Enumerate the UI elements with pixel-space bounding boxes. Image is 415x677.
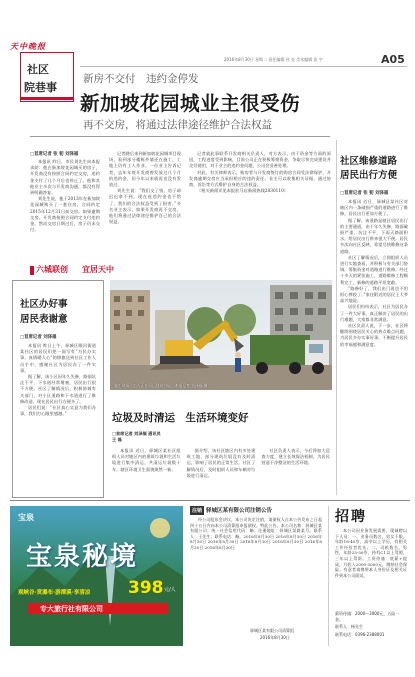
recruit-box	[328, 506, 408, 646]
ad-tagline: 专大旅行社有限公司	[40, 605, 103, 613]
ad-tagline-bar	[28, 603, 168, 614]
good-story-box	[12, 280, 104, 498]
section-badge-accent	[21, 97, 73, 100]
page-number: A05	[381, 53, 405, 66]
landscape-illustration	[10, 506, 183, 646]
right-story-paragraph: 居民们纷纷表示，社区为居民办了一件大好事，真正解决了居民的出行难题，大家都非常满意。	[340, 304, 408, 322]
travel-ad[interactable]	[10, 506, 183, 646]
right-story-paragraph: 本报讯 近日，驿城区某社区对辖区内一条破损严重的道路进行了维修，居民出行更加方便了。	[340, 199, 408, 217]
ad-brand: 宝泉	[18, 513, 34, 522]
lead-paragraph: 本报讯 昨日，市民刘先生向本报求助：他在新加坡花园城买的房子，开发商没有按照合同约定交房，违约金支付了几个月后也停止了。他和其他业主多次与开发商沟通，都没有得到明确答复。	[30, 159, 100, 196]
recruit-phone: 联系电话：0396-2388001	[335, 632, 385, 637]
good-story-paragraph: 据了解，该小区因年久失修，路面坑洼不平，下水道经常堵塞，居民出行很不方便。社区了解情况后，积极协调有关部门，对小区道路和下水道进行了维修改造，现在居民出行方便多了。	[20, 374, 96, 404]
lead-kicker: 新房不交付 违约金停发	[83, 73, 199, 85]
ad-features: 观峡谷·赏瀑布·游潭溪·享清凉	[18, 590, 91, 596]
trash-story-byline: □首席记者 刘泽福 通讯员 王 磊	[112, 431, 161, 442]
right-story-paragraph: 社区负责人说，下一步，社区将继续围绕居民关心的热点难点问题，为居民多办实事好事，不断提升居民的幸福感和满意度。	[340, 323, 408, 347]
ad-price-unit: 元/人	[164, 587, 176, 593]
right-story-byline: □首席记者 张 韧 刘泽福	[340, 191, 389, 196]
lead-headline: 新加坡花园城业主很受伤	[80, 92, 301, 115]
notice-title: 驿城区某有限公司注销公告	[206, 508, 273, 514]
construction-site-image	[110, 280, 332, 390]
recruit-salary: 薪资待遇：2000—3000元，五险一金。	[335, 611, 400, 622]
good-story-byline: □首席记者 刘泽福	[20, 335, 57, 340]
good-story-paragraph: 居民们说：“社区真心实意为我们办事，我们打心眼里感激。”	[20, 405, 96, 417]
lead-body-col-1	[30, 159, 100, 261]
good-story-title-line-2: 居民表谢意	[20, 314, 68, 325]
column-banner-label-2: 宜居天中	[82, 265, 114, 274]
right-story-title-line-1: 社区维修道路	[340, 156, 398, 167]
lead-subhead: 再不交房，将通过法律途径维护合法权益	[83, 119, 272, 131]
trash-story-title: 垃圾及时清运 生活环境变好	[112, 412, 249, 424]
date-line: 2016年8月30日 星期二 责任编辑 孙 亮 美术编辑 张 宇	[224, 57, 323, 62]
section-name-line-2: 院巷事	[24, 81, 57, 94]
lead-paragraph: 刘先生说，他于2013年在新加坡花园城购买了一套住房，合同约定2015年12月31日前交房。如果逾期交房，开发商按照合同约定支付违约金。然而交房日期过后，房子仍未交付。	[30, 196, 100, 233]
good-story-paragraph: 本报讯 昨日上午，驿城区顺河街道某社区的居民们把一面写有“为民办实事，真情暖人心”的锦旗送到社区工作人员手中，感谢社区为居民办了一件实事。	[20, 343, 96, 373]
good-story-title-line-1: 社区办好事	[20, 299, 68, 310]
masthead	[0, 0, 415, 100]
lead-byline: □首席记者 张 韧 刘泽福	[30, 152, 79, 157]
lead-rule	[30, 136, 330, 137]
section-badge	[20, 52, 74, 102]
right-story-body	[340, 199, 408, 495]
notice-label: 注销	[192, 508, 203, 514]
right-story-paragraph: 社区了解情况后，立即组织人员进行实地查看，并积极与有关部门协调，筹集资金对道路进行维修。经过十多天的紧张施工，道路维修工程顺利完工，新修的道路平坦宽敞。	[340, 254, 408, 285]
recruit-title: 招聘	[335, 509, 367, 525]
notice-header	[190, 506, 322, 516]
recruit-contact: 联系人：杨先生	[335, 624, 363, 629]
notice-footer-date: 2016年8月30日	[260, 635, 290, 640]
trash-story-paragraph: 本报讯 近日，驿城区某社区组织人员对辖区内的建筑垃圾和生活垃圾进行集中清运，共清运垃圾数十车，辖区环境卫生面貌焕然一新。	[112, 448, 181, 472]
ad-price-number: 398	[128, 578, 164, 598]
lead-paragraph: （相关新闻详见本报驻马店新闻热线2830110）	[197, 188, 289, 194]
bottom-section-rule	[10, 500, 410, 501]
section-name-line-1: 社区	[27, 63, 49, 76]
right-story-title-line-2: 居民出行方便	[340, 170, 398, 181]
right-column-divider	[336, 140, 337, 495]
column-banner	[30, 263, 330, 277]
right-story-paragraph: “路修好了，我们出门再也不用担心摔跤了。”家住附近的居民王大爷高兴地说。	[340, 285, 408, 304]
lead-paragraph: 刘先生说：“我们交了钱，房子却迟迟拿不到，现在连违约金也不给了，我们的合法权益受到了损害。”多名业主表示，如果开发商再不交房，他们将通过法律途径维护自己的合法权益。	[109, 188, 181, 225]
trash-story-paragraph: 社区负责人表示，今后将加大巡查力度，建立长效保洁机制，为居民营造干净整洁的生活环境。	[261, 448, 330, 466]
good-story-body	[20, 343, 96, 491]
lead-paragraph: 记者随后来到新加坡花园城项目现场，看到部分楼栋外墙还在施工，工地上仍有工人作业。一位业主告诉记者，去年年底开发商曾发放过几个月的违约金，但今年以来就再也没有发放过。	[109, 151, 181, 188]
ad-title: 宝泉秘境	[26, 542, 139, 572]
right-story-paragraph: 据了解，该道路是辖区居民出行的主要通道，由于年久失修，路面破损严重，坑洼不平，下雨天路面积水，给居民出行带来很大不便。居民多次向社区反映，希望尽快维修这条道路。	[340, 217, 408, 254]
notice-box	[190, 506, 322, 646]
recruit-body: 本公司因业务发展需要，现诚聘以下人员：一、业务员数名，男女不限，年龄18-45岁，高中以上学历，有相关工作经验者优先。二、司机数名，男性，年龄25-50岁，持有C1以上驾照，三年以上驾龄。工资待遇：底薪+提成，月收入2000-3000元，缴纳社会保险。有意者请携带本人身份证及相关证件到本公司面试。	[335, 528, 407, 578]
trash-story-paragraph: 据介绍，该社区辖区内有多处建筑工地，部分建筑垃圾没有及时清运，影响了居民的正常生活。社区了解情况后，及时组织人员和车辆对垃圾进行清运。	[186, 448, 256, 478]
header-rule	[80, 66, 407, 67]
photo-caption: 施工现场，工人正在清运建筑垃圾。本报记者 刘泽福 摄	[114, 383, 208, 388]
lead-paragraph: 记者就此事联系开发商相关负责人，对方表示，由于资金等方面的原因，工程进度受到影响，目前公司正在积极筹措资金，争取尽快完成建设并交付使用，对于业主的违约金问题，公司会妥善处理。	[189, 151, 331, 169]
notice-footer-company: 驿城区某有限公司清算组	[250, 628, 294, 633]
column-banner-label-1: 六城联创	[36, 265, 68, 274]
brand-logo: 天中晚报	[10, 42, 46, 51]
trash-story-body	[112, 448, 330, 496]
column-banner-accent	[30, 266, 34, 275]
lead-body-col-2	[109, 151, 181, 261]
news-photo	[110, 280, 332, 390]
notice-body: 经公司股东会决议，本公司决定注销，请债权人自本公告发布之日起四十五日内向本公司清算组申报债权。特此公告。本公司名称：驿城区某有限公司；统一社会信用代码：略；注册地址：驿城区某路某号。联系人：王先生；联系电话：略。2016年8月30日 2016年8月30日 2016年8月30日 2016年8月30日 2016年8月30日 2016年8月30日 2016年8月30日 2016年8月30日	[190, 517, 322, 550]
lead-paragraph: 对此，有关律师表示，购房者与开发商签订的购房合同受法律保护，开发商逾期交房应当承担相应的违约责任。业主可以收集相关证据，通过协商、诉讼等方式维护自身的合法权益。	[189, 169, 331, 188]
lead-body-col-3	[189, 151, 331, 261]
